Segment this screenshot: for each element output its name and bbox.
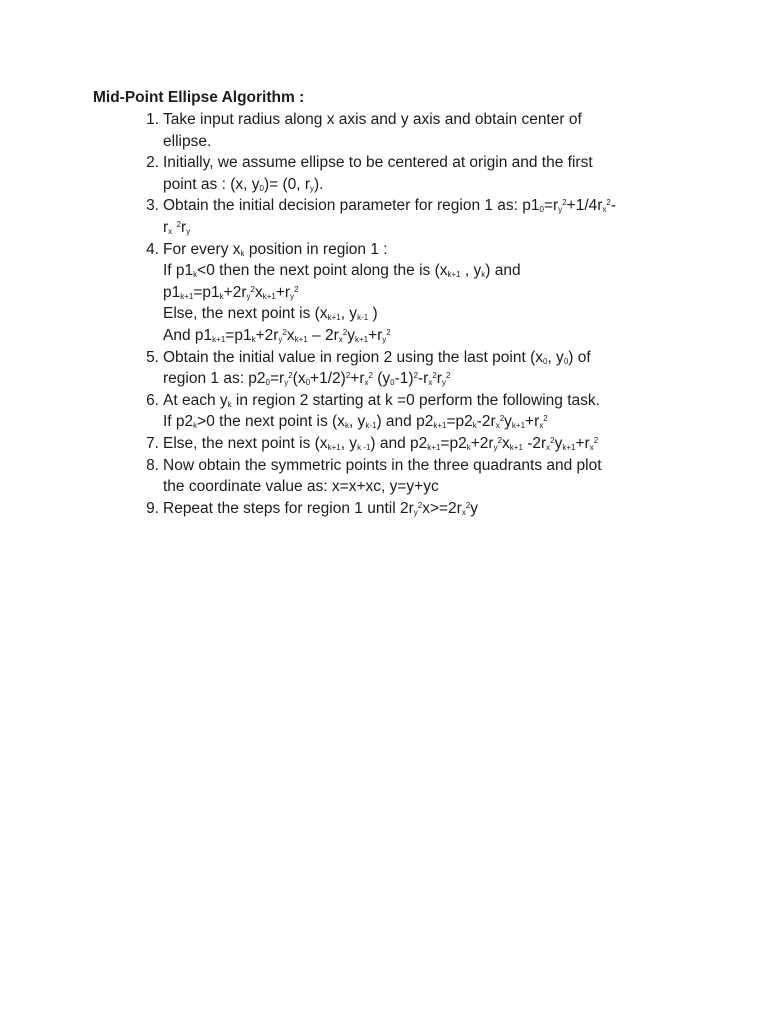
step-line xyxy=(163,368,663,390)
superscript: 2 xyxy=(432,371,437,381)
subscript: y xyxy=(382,334,387,344)
text-run: Initially, we assume ellipse to be centered at origin and the first xyxy=(163,154,593,172)
superscript: 2 xyxy=(250,284,255,294)
step-item xyxy=(146,390,663,433)
step-number: 7. xyxy=(146,434,159,452)
subscript: x xyxy=(364,378,369,388)
subscript: k xyxy=(344,421,349,431)
text-run: <0 then the next point along the is (x xyxy=(197,262,448,280)
step-line xyxy=(163,109,663,131)
text-run: Else, the next point is (x xyxy=(163,305,328,323)
step-number: 9. xyxy=(146,499,159,517)
text-run: r xyxy=(436,370,442,388)
step-number: 6. xyxy=(146,391,159,409)
step-line xyxy=(163,325,663,347)
text-run: +2r xyxy=(223,283,247,301)
text-run: r xyxy=(180,218,187,236)
text-run: ). xyxy=(314,175,324,193)
superscript: 2 xyxy=(368,371,373,381)
subscript: y xyxy=(441,378,446,388)
step-item xyxy=(146,498,663,520)
subscript: 0 xyxy=(305,378,311,388)
text-run: x>=2r xyxy=(422,499,462,517)
subscript: x xyxy=(338,334,343,344)
superscript: 2 xyxy=(413,371,419,381)
subscript: k+1 xyxy=(212,334,226,344)
subscript: k+1 xyxy=(327,442,341,452)
text-run: Else, the next point is (x xyxy=(163,434,328,452)
text-run: =p1 xyxy=(193,283,220,301)
superscript: 2 xyxy=(550,435,555,445)
subscript: y xyxy=(246,291,251,301)
subscript: k xyxy=(240,248,245,258)
text-run: >0 the next point is (x xyxy=(197,413,345,431)
subscript: y xyxy=(186,226,191,236)
text-run: For every x xyxy=(163,240,241,258)
step-item xyxy=(146,433,663,455)
subscript: k xyxy=(481,270,486,280)
text-run: -r xyxy=(418,370,429,388)
text-run: -2r xyxy=(476,413,496,431)
text-run: Obtain the initial decision parameter for region 1 as: p1 xyxy=(163,197,540,215)
subscript: y xyxy=(493,442,498,452)
superscript: 2 xyxy=(294,284,299,294)
text-run: r xyxy=(163,218,169,236)
step-number: 8. xyxy=(146,456,159,474)
superscript: 2 xyxy=(445,371,451,381)
text-run: =r xyxy=(543,197,559,215)
subscript: k+1 xyxy=(509,442,523,452)
text-run: ) and xyxy=(485,262,521,280)
text-run: +r xyxy=(368,326,383,344)
subscript: y xyxy=(278,334,283,344)
text-run: -1) xyxy=(394,370,414,388)
text-run: If p2 xyxy=(163,413,194,431)
text-run: point as : (x, y xyxy=(163,175,260,193)
step-line xyxy=(163,131,663,153)
superscript: 2 xyxy=(345,371,351,381)
text-run: =p2 xyxy=(446,413,473,431)
text-run: -2r xyxy=(522,434,547,452)
superscript: 2 xyxy=(562,198,567,208)
text-run: +r xyxy=(350,370,365,388)
subscript: k+1 xyxy=(354,334,369,344)
subscript: x xyxy=(539,421,544,431)
subscript: x xyxy=(546,442,551,452)
text-run: At each y xyxy=(163,391,228,409)
subscript: y xyxy=(284,378,289,388)
step-number: 4. xyxy=(146,240,159,258)
text-run: Take input radius along x axis and y axis and obtain center of xyxy=(163,111,582,128)
text-run: y xyxy=(554,434,563,452)
document-title: Mid-Point Ellipse Algorithm : xyxy=(93,89,305,106)
subscript: y xyxy=(558,205,563,215)
step-number: 2. xyxy=(146,154,159,172)
subscript: x xyxy=(461,507,466,517)
text-run: (x xyxy=(292,370,306,388)
subscript: k+1 xyxy=(180,291,194,301)
step-line xyxy=(163,303,663,325)
step-line xyxy=(163,260,663,282)
superscript: 2 xyxy=(497,435,503,445)
subscript: k xyxy=(251,334,256,344)
text-run: , y xyxy=(460,262,482,280)
text-run: +2r xyxy=(255,326,279,344)
text-run: +1/2) xyxy=(310,370,346,388)
step-line xyxy=(163,498,663,520)
text-run: =p1 xyxy=(225,326,252,344)
subscript: k xyxy=(193,421,198,431)
superscript: 2 xyxy=(606,198,611,208)
text-run: +2r xyxy=(470,434,494,452)
step-item xyxy=(146,347,663,390)
text-run: the coordinate value as: x=x+xc, y=y+yc xyxy=(163,478,439,496)
step-item xyxy=(146,455,663,498)
algorithm-steps-list xyxy=(146,109,663,519)
subscript: 0 xyxy=(390,378,395,388)
text-run: , y xyxy=(340,305,358,323)
text-run: =r xyxy=(270,370,285,388)
text-run: – 2r xyxy=(307,326,339,344)
subscript: 0 xyxy=(542,356,548,366)
step-line xyxy=(163,152,663,174)
text-run: +r xyxy=(275,283,291,301)
text-run: , y xyxy=(547,348,564,366)
text-run: p1 xyxy=(163,283,181,301)
text-run: ) and p2 xyxy=(376,413,434,431)
step-line xyxy=(163,433,663,455)
subscript: k xyxy=(466,442,471,452)
step-line xyxy=(163,195,663,217)
superscript: 2 xyxy=(282,327,287,337)
subscript: k+1 xyxy=(562,442,576,452)
step-item xyxy=(146,109,663,152)
subscript: k+1 xyxy=(447,270,461,280)
subscript: x xyxy=(428,378,433,388)
text-run: - xyxy=(610,197,617,215)
subscript: 0 xyxy=(539,205,544,215)
subscript: k -1 xyxy=(357,442,371,452)
text-run: And p1 xyxy=(163,326,213,344)
subscript: k+1 xyxy=(327,313,341,323)
step-line xyxy=(163,217,663,239)
subscript: k xyxy=(472,421,477,431)
subscript: k+1 xyxy=(262,291,276,301)
text-run: x xyxy=(254,283,263,301)
subscript: k-1 xyxy=(365,421,377,431)
text-run: y xyxy=(470,499,479,517)
text-run: Obtain the initial value in region 2 using the last point (x xyxy=(163,348,543,366)
text-run: , y xyxy=(340,434,358,452)
superscript: 2 xyxy=(543,414,548,424)
step-line xyxy=(163,282,663,304)
text-run: x xyxy=(502,434,510,452)
step-line xyxy=(163,411,663,433)
subscript: y xyxy=(310,183,315,193)
step-line xyxy=(163,390,663,412)
subscript: k xyxy=(193,270,198,280)
text-run: y xyxy=(347,326,355,344)
text-run: ellipse. xyxy=(163,132,212,150)
superscript: 2 xyxy=(386,327,391,337)
text-run: =p2 xyxy=(440,434,467,452)
subscript: k+1 xyxy=(427,442,441,452)
step-line xyxy=(163,239,663,261)
text-run: +r xyxy=(575,434,590,452)
superscript: 2 xyxy=(499,414,505,424)
text-run: y xyxy=(504,413,512,431)
subscript: x xyxy=(602,205,607,215)
text-run: Now obtain the symmetric points in the three quadrants and plot xyxy=(163,456,602,474)
superscript: 2 xyxy=(593,435,599,445)
step-number: 1. xyxy=(146,111,159,128)
step-line xyxy=(163,347,663,369)
step-line xyxy=(163,174,663,196)
text-run: region 1 as: p2 xyxy=(163,370,266,388)
text-run: ) and p2 xyxy=(370,434,428,452)
subscript: k+1 xyxy=(294,334,308,344)
step-line xyxy=(163,455,663,477)
superscript: 2 xyxy=(176,219,181,229)
text-run: )= (0, r xyxy=(263,175,311,193)
text-run: Repeat the steps for region 1 until 2r xyxy=(163,499,414,517)
text-run: If p1 xyxy=(163,262,194,280)
superscript: 2 xyxy=(288,371,293,381)
subscript: k+1 xyxy=(433,421,447,431)
text-run: , y xyxy=(348,413,366,431)
subscript: 0 xyxy=(563,356,569,366)
text-run: in region 2 starting at k =0 perform the following task. xyxy=(231,391,600,409)
step-line xyxy=(163,476,663,498)
subscript: 0 xyxy=(259,183,264,193)
subscript: x xyxy=(589,442,594,452)
text-run: +1/4r xyxy=(566,197,603,215)
superscript: 2 xyxy=(417,500,423,510)
text-run: ) xyxy=(368,305,378,323)
subscript: x xyxy=(495,421,500,431)
superscript: 2 xyxy=(465,500,471,510)
text-run: (y xyxy=(372,370,391,388)
step-number: 5. xyxy=(146,348,159,366)
text-run: +r xyxy=(525,413,540,431)
superscript: 2 xyxy=(342,327,348,337)
subscript: 0 xyxy=(265,378,270,388)
text-run: x xyxy=(286,326,295,344)
subscript: k+1 xyxy=(511,421,526,431)
subscript: k xyxy=(219,291,224,301)
subscript: y xyxy=(290,291,295,301)
step-item xyxy=(146,239,663,347)
subscript: k-1 xyxy=(357,313,369,323)
text-run: ) of xyxy=(568,348,591,366)
subscript: x xyxy=(168,226,173,236)
step-number: 3. xyxy=(146,197,159,215)
step-item xyxy=(146,195,663,238)
subscript: k xyxy=(227,399,232,409)
text-run: position in region 1 : xyxy=(244,240,388,258)
step-item xyxy=(146,152,663,195)
subscript: y xyxy=(413,507,418,517)
